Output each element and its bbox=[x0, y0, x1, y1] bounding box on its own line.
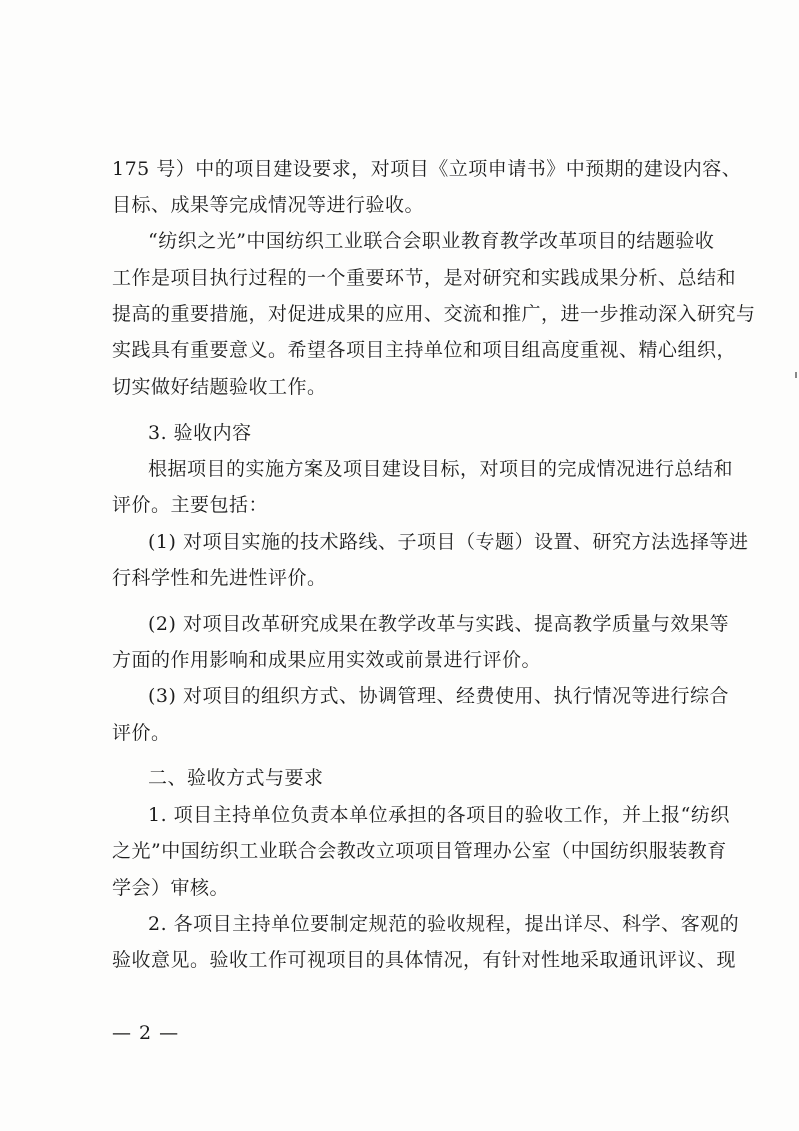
requirement-1-line-3: 学会）审核。 bbox=[112, 877, 230, 899]
requirement-2-line-2: 验收意见。验收工作可视项目的具体情况，有针对性地采取通讯评议、现 bbox=[112, 949, 737, 971]
item-3-line-1: (3) 对项目的组织方式、协调管理、经费使用、执行情况等进行综合 bbox=[148, 685, 729, 707]
scan-edge-mark bbox=[795, 372, 797, 378]
item-3-line-2: 评价。 bbox=[112, 722, 171, 744]
paragraph-3-line-1: 根据项目的实施方案及项目建设目标，对项目的完成情况进行总结和 bbox=[148, 458, 734, 480]
paragraph-2-line-1: “纺织之光”中国纺织工业联合会职业教育教学改革项目的结题验收 bbox=[148, 230, 715, 252]
text-line-1: 175 号）中的项目建设要求，对项目《立项申请书》中预期的建设内容、 bbox=[112, 158, 742, 180]
item-1-line-1: (1) 对项目实施的技术路线、子项目（专题）设置、研究方法选择等进 bbox=[148, 531, 749, 553]
paragraph-2-line-5: 切实做好结题验收工作。 bbox=[112, 376, 327, 398]
requirement-1-line-2: 之光”中国纺织工业联合会教改立项项目管理办公室（中国纺织服装教育 bbox=[112, 840, 727, 862]
section-heading-2: 二、验收方式与要求 bbox=[148, 767, 324, 789]
item-2-line-1: (2) 对项目改革研究成果在教学改革与实践、提高教学质量与效果等 bbox=[148, 613, 729, 635]
item-1-line-2: 行科学性和先进性评价。 bbox=[112, 567, 327, 589]
section-heading-3: 3. 验收内容 bbox=[148, 422, 252, 444]
paragraph-2-line-2: 工作是项目执行过程的一个重要环节，是对研究和实践成果分析、总结和 bbox=[112, 267, 737, 289]
paragraph-2-line-4: 实践具有重要意义。希望各项目主持单位和项目组高度重视、精心组织， bbox=[112, 339, 737, 361]
paragraph-3-line-2: 评价。主要包括： bbox=[112, 494, 269, 516]
item-2-line-2: 方面的作用影响和成果应用实效或前景进行评价。 bbox=[112, 649, 542, 671]
page-number: — 2 — bbox=[112, 1022, 180, 1044]
requirement-1-line-1: 1. 项目主持单位负责本单位承担的各项目的验收工作，并上报“纺织 bbox=[148, 804, 730, 826]
paragraph-2-line-3: 提高的重要措施，对促进成果的应用、交流和推广，进一步推动深入研究与 bbox=[112, 303, 756, 325]
text-line-2: 目标、成果等完成情况等进行验收。 bbox=[112, 194, 425, 216]
requirement-2-line-1: 2. 各项目主持单位要制定规范的验收规程，提出详尽、科学、客观的 bbox=[148, 913, 740, 935]
